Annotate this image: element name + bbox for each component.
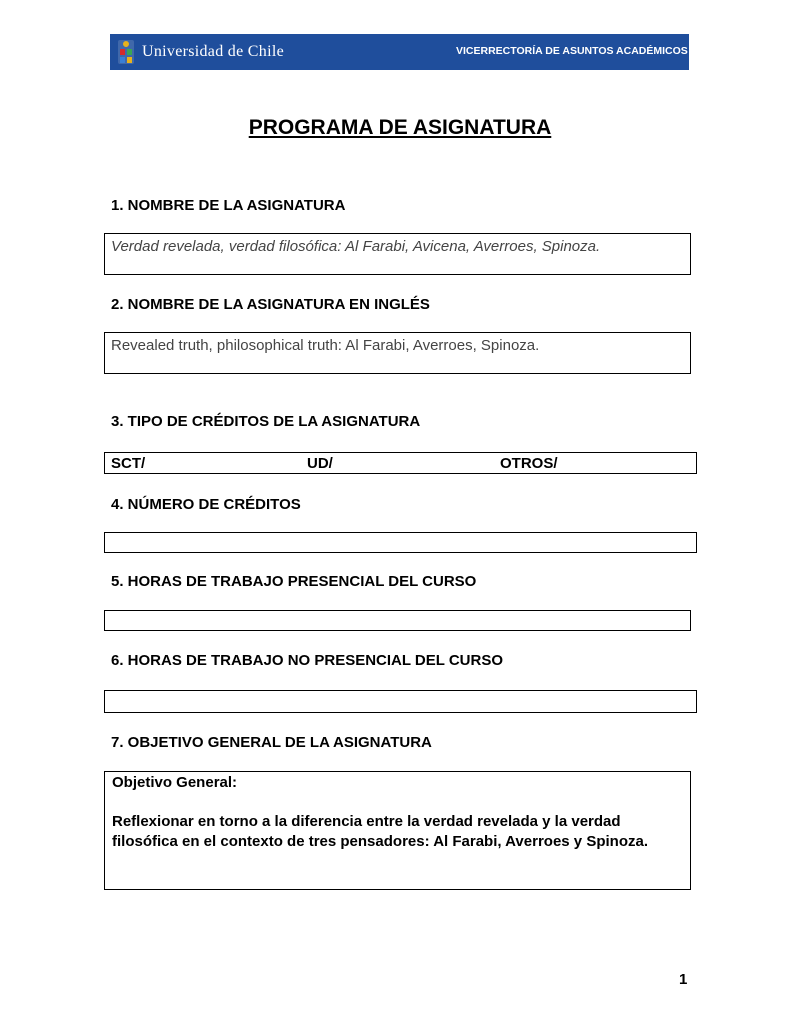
course-name-box (104, 233, 691, 275)
section-1-heading: 1. NOMBRE DE LA ASIGNATURA (111, 197, 346, 214)
credits-number-box (104, 532, 697, 553)
course-name-english-box (104, 332, 691, 374)
credit-type-ud: UD/ (307, 455, 333, 472)
university-logo-icon (116, 38, 136, 66)
general-objective-label: Objetivo General: (112, 774, 238, 791)
section-3-heading: 3. TIPO DE CRÉDITOS DE LA ASIGNATURA (111, 413, 421, 430)
credit-type-sct: SCT/ (111, 455, 146, 472)
non-presential-hours-box (104, 690, 697, 713)
page-number: 1 (679, 971, 688, 988)
credit-type-otros: OTROS/ (500, 455, 558, 472)
header-banner (110, 34, 689, 70)
general-objective-text: Reflexionar en torno a la diferencia entre la verdad revelada y la verdad filosófica en el contexto de tres pensadores: Al Farabi, Averroes y Spinoza. (112, 813, 648, 850)
university-name: Universidad de Chile (142, 43, 284, 60)
section-2-heading: 2. NOMBRE DE LA ASIGNATURA EN INGLÉS (111, 296, 430, 313)
section-6-heading: 6. HORAS DE TRABAJO NO PRESENCIAL DEL CURSO (111, 652, 503, 669)
course-name-english-value: Revealed truth, philosophical truth: Al Farabi, Averroes, Spinoza. (111, 337, 540, 354)
presential-hours-box (104, 610, 691, 631)
course-name-value: Verdad revelada, verdad filosófica: Al Farabi, Avicena, Averroes, Spinoza. (111, 238, 601, 255)
document-title: PROGRAMA DE ASIGNATURA (248, 116, 552, 139)
general-objective-box (104, 771, 691, 890)
section-7-heading: 7. OBJETIVO GENERAL DE LA ASIGNATURA (111, 734, 432, 751)
section-4-heading: 4. NÚMERO DE CRÉDITOS (111, 496, 301, 513)
section-5-heading: 5. HORAS DE TRABAJO PRESENCIAL DEL CURSO (111, 573, 477, 590)
office-name: VICERRECTORÍA DE ASUNTOS ACADÉMICOS (456, 45, 688, 57)
credit-types-box (104, 452, 697, 474)
